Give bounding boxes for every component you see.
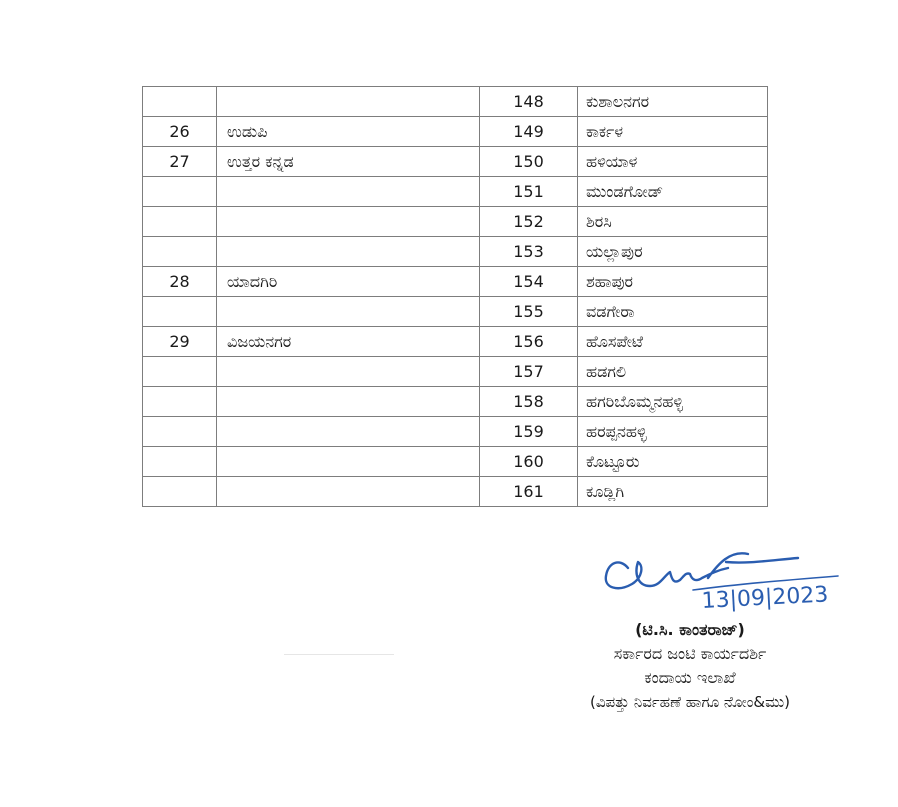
district-number-cell <box>143 177 217 207</box>
taluk-name-cell: ಹಳಿಯಾಳ <box>578 147 768 177</box>
district-number-cell: 29 <box>143 327 217 357</box>
signatory-name: (ಟಿ.ಸಿ. ಕಾಂತರಾಜ್) <box>635 620 745 639</box>
table-row <box>143 237 768 267</box>
district-name-cell: ಉತ್ತರ ಕನ್ನಡ <box>217 147 480 177</box>
table-row <box>143 357 768 387</box>
signatory-department: ಕಂದಾಯ ಇಲಾಖೆ <box>644 668 736 687</box>
taluk-name-cell: ಶಿರಸಿ <box>578 207 768 237</box>
taluk-name-cell: ಹಗರಿಬೊಮ್ಮನಹಳ್ಳಿ <box>578 387 768 417</box>
signature-block <box>500 618 880 714</box>
table-row <box>143 477 768 507</box>
district-number-cell <box>143 447 217 477</box>
district-name-cell <box>217 447 480 477</box>
taluk-number-cell: 155 <box>480 297 578 327</box>
district-name-cell <box>217 297 480 327</box>
district-number-cell <box>143 417 217 447</box>
handwritten-date: 13|09|2023 <box>701 582 829 614</box>
table-row <box>143 387 768 417</box>
district-name-cell <box>217 87 480 117</box>
district-name-cell <box>217 177 480 207</box>
district-number-cell: 27 <box>143 147 217 177</box>
district-name-cell: ಯಾದಗಿರಿ <box>217 267 480 297</box>
taluk-name-cell: ವಡಗೇರಾ <box>578 297 768 327</box>
taluk-name-cell: ಕುಶಾಲನಗರ <box>578 87 768 117</box>
taluk-table-body <box>143 87 768 507</box>
table-row <box>143 87 768 117</box>
taluk-number-cell: 151 <box>480 177 578 207</box>
taluk-number-cell: 156 <box>480 327 578 357</box>
district-number-cell: 28 <box>143 267 217 297</box>
taluk-name-cell: ಕೂಡ್ಲಿಗಿ <box>578 477 768 507</box>
table-row <box>143 147 768 177</box>
district-name-cell <box>217 207 480 237</box>
district-name-cell <box>217 417 480 447</box>
taluk-number-cell: 161 <box>480 477 578 507</box>
taluk-name-cell: ಮುಂಡಗೋಡ್ <box>578 177 768 207</box>
taluk-number-cell: 160 <box>480 447 578 477</box>
district-number-cell <box>143 237 217 267</box>
taluk-number-cell: 158 <box>480 387 578 417</box>
handwritten-signature <box>598 540 868 620</box>
taluk-table <box>142 86 768 507</box>
table-row <box>143 447 768 477</box>
taluk-name-cell: ಕೊಟ್ಟೂರು <box>578 447 768 477</box>
table-row <box>143 117 768 147</box>
taluk-number-cell: 148 <box>480 87 578 117</box>
district-number-cell <box>143 387 217 417</box>
taluk-name-cell: ಹೊಸಪೇಟೆ <box>578 327 768 357</box>
table-row <box>143 297 768 327</box>
table-row <box>143 327 768 357</box>
district-number-cell <box>143 297 217 327</box>
district-name-cell <box>217 477 480 507</box>
taluk-name-cell: ಕಾರ್ಕಳ <box>578 117 768 147</box>
district-number-cell <box>143 357 217 387</box>
faint-scan-line <box>284 654 394 655</box>
district-number-cell <box>143 207 217 237</box>
taluk-name-cell: ಹರಪ್ಪನಹಳ್ಳಿ <box>578 417 768 447</box>
signatory-designation: ಸರ್ಕಾರದ ಜಂಟಿ ಕಾರ್ಯದರ್ಶಿ <box>613 644 767 663</box>
taluk-name-cell: ಯಲ್ಲಾಪುರ <box>578 237 768 267</box>
district-number-cell: 26 <box>143 117 217 147</box>
taluk-number-cell: 150 <box>480 147 578 177</box>
signatory-sub-department: (ವಿಪತ್ತು ನಿರ್ವಹಣೆ ಹಾಗೂ ನೋಂ&ಮು) <box>590 693 790 711</box>
district-number-cell <box>143 87 217 117</box>
taluk-number-cell: 152 <box>480 207 578 237</box>
district-number-cell <box>143 477 217 507</box>
table-row <box>143 177 768 207</box>
district-name-cell <box>217 357 480 387</box>
taluk-number-cell: 159 <box>480 417 578 447</box>
taluk-name-cell: ಶಹಾಪುರ <box>578 267 768 297</box>
district-name-cell: ಉಡುಪಿ <box>217 117 480 147</box>
taluk-number-cell: 149 <box>480 117 578 147</box>
table-row <box>143 267 768 297</box>
taluk-number-cell: 153 <box>480 237 578 267</box>
district-name-cell <box>217 237 480 267</box>
table-row <box>143 207 768 237</box>
district-name-cell <box>217 387 480 417</box>
signature-stroke <box>606 553 798 588</box>
taluk-name-cell: ಹಡಗಲಿ <box>578 357 768 387</box>
taluk-number-cell: 157 <box>480 357 578 387</box>
taluk-number-cell: 154 <box>480 267 578 297</box>
district-name-cell: ವಿಜಯನಗರ <box>217 327 480 357</box>
table-row <box>143 417 768 447</box>
